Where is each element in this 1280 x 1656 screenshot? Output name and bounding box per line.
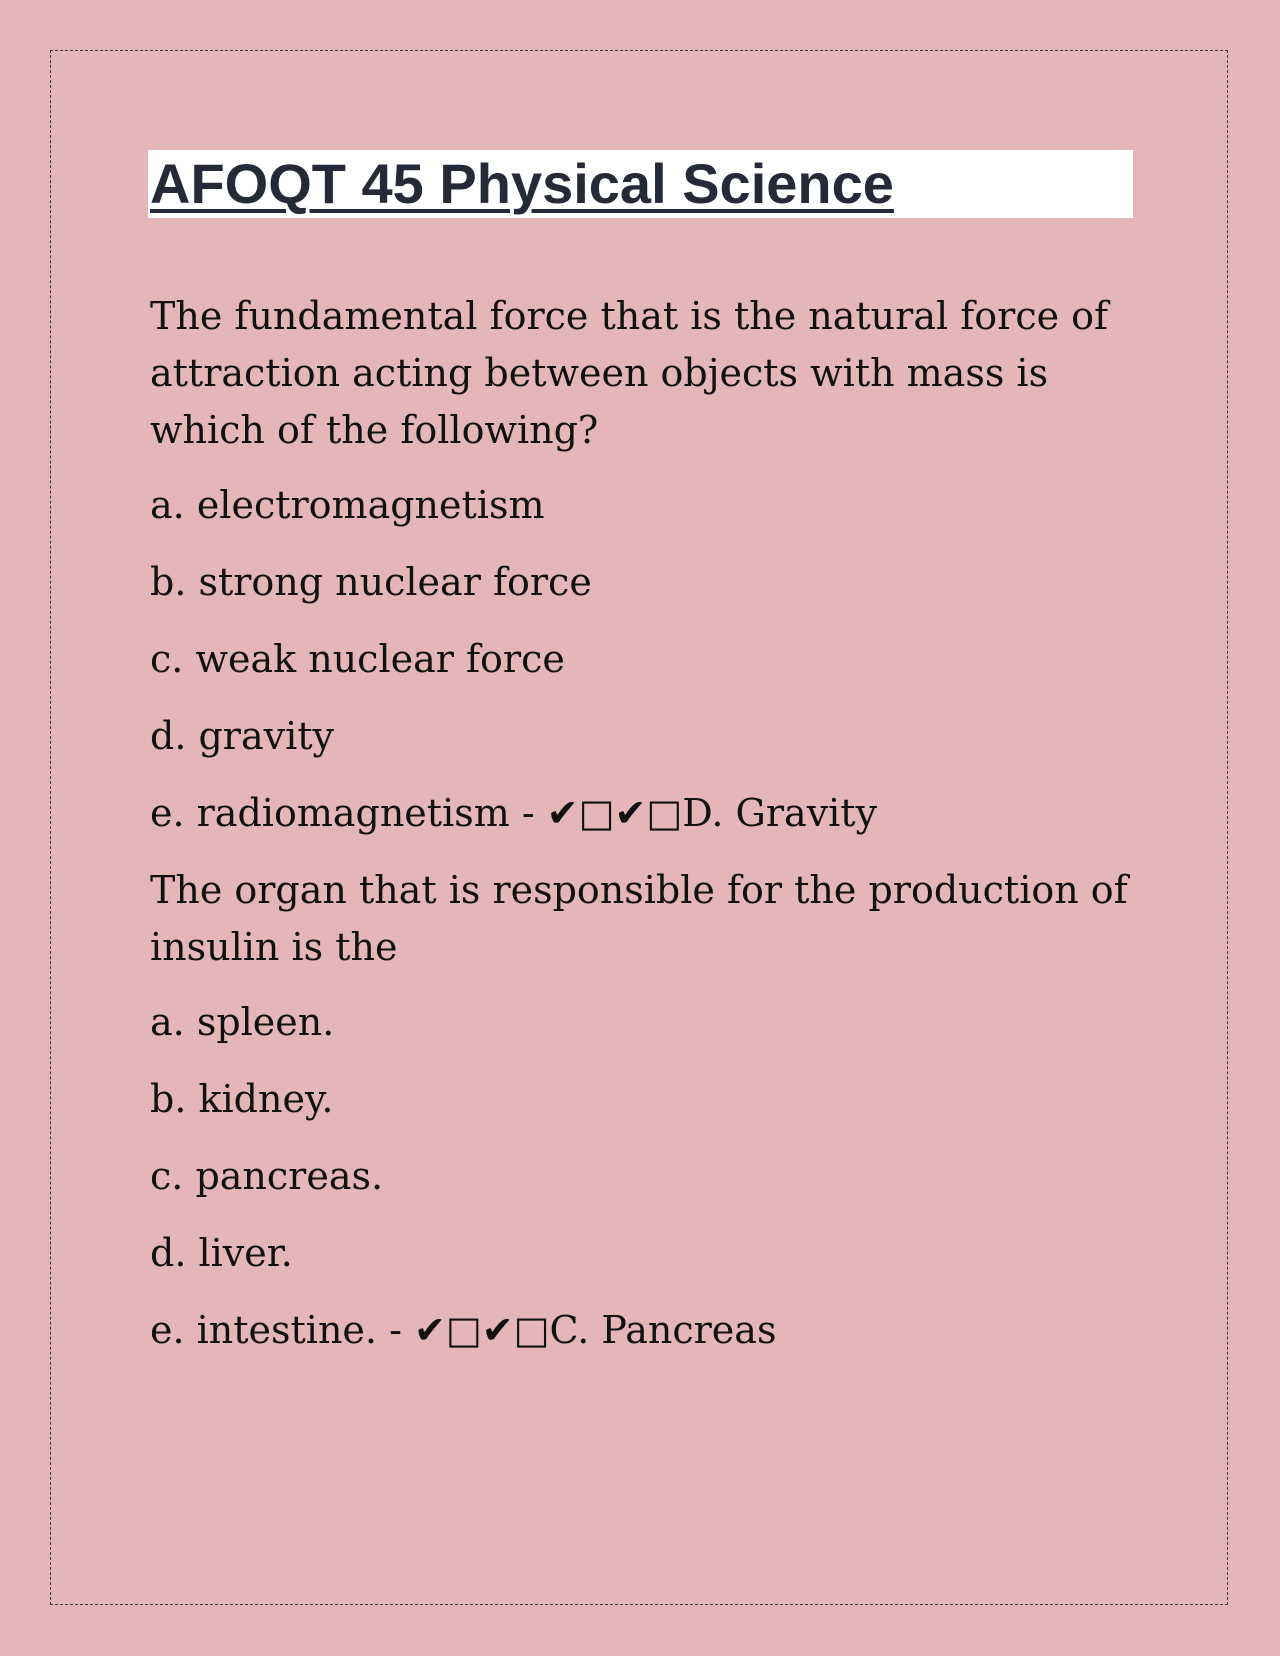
question-2-text: The organ that is responsible for the production of insulin is the bbox=[150, 868, 1128, 969]
question-2-option-e-answer: e. intestine. - ✔□✔□C. Pancreas bbox=[150, 1308, 777, 1352]
question-1-option-a: a. electromagnetism bbox=[150, 483, 545, 527]
question-1-option-d: d. gravity bbox=[150, 714, 334, 758]
question-1-option-e-answer: e. radiomagnetism - ✔□✔□D. Gravity bbox=[150, 791, 878, 835]
document-content bbox=[150, 288, 1130, 1379]
question-1-text: The fundamental force that is the natural force of attraction acting between objects with mass is which of the following? bbox=[150, 294, 1109, 452]
question-2-option-b: b. kidney. bbox=[150, 1077, 334, 1121]
document-title: AFOQT 45 Physical Science bbox=[150, 152, 894, 215]
question-2 bbox=[150, 862, 1130, 1359]
question-2-option-a: a. spleen. bbox=[150, 1000, 335, 1044]
question-1-option-b: b. strong nuclear force bbox=[150, 560, 592, 604]
question-2-option-c: c. pancreas. bbox=[150, 1154, 384, 1198]
question-2-option-d: d. liver. bbox=[150, 1231, 293, 1275]
question-1-option-c: c. weak nuclear force bbox=[150, 637, 565, 681]
question-1 bbox=[150, 288, 1130, 842]
